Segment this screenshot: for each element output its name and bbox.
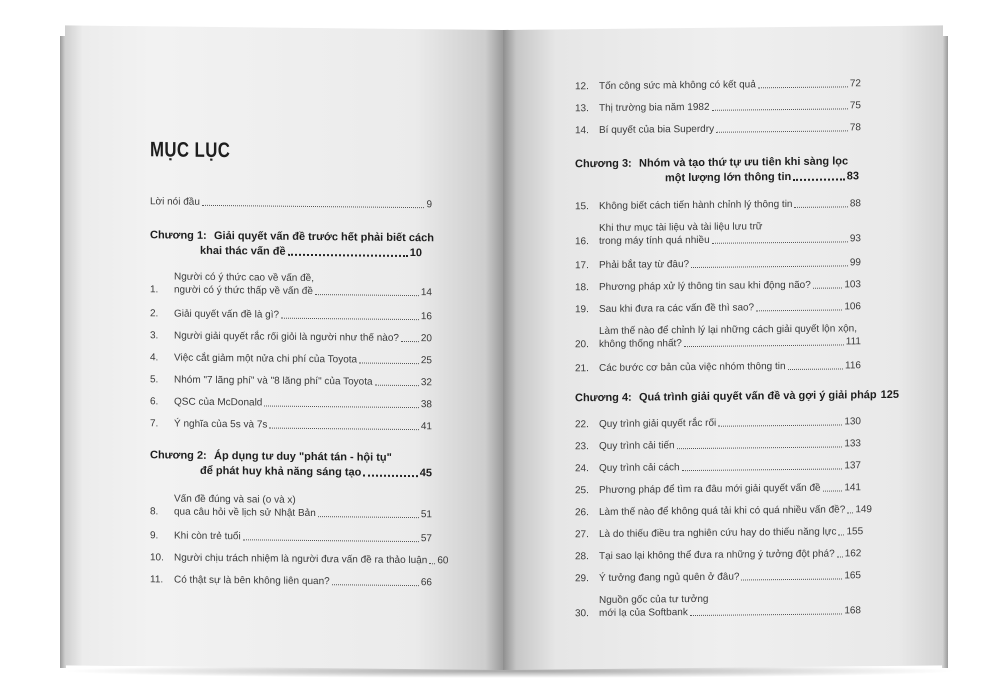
entry-text: Quy trình cải cách — [599, 462, 680, 474]
entry-text: QSC của McDonald — [174, 396, 263, 409]
chapter-heading-3 — [575, 154, 859, 187]
entry-number: 8. — [150, 506, 159, 518]
toc-entry — [575, 197, 861, 213]
entry-page: 162 — [844, 548, 862, 560]
entry-page: 133 — [844, 438, 861, 450]
right-page — [503, 25, 943, 670]
entry-number: 10. — [150, 552, 164, 564]
chapter-label: Chương 4: — [575, 391, 632, 405]
toc-entry — [150, 551, 449, 567]
chapter-title-line2: khai thác vấn đề — [200, 244, 286, 258]
entry-text: Tại sao lại không thể đưa ra những ý tưởng đột phá? — [599, 548, 835, 562]
entry-text: Nhóm "7 lãng phí" và "8 lãng phí" của Toyota — [174, 374, 373, 388]
entry-text-line1: Làm thế nào để chỉnh lý lại những cách giải quyết lộn xộn, — [599, 323, 857, 337]
entry-text: Quy trình cải tiến — [599, 440, 675, 452]
entry-page: 137 — [844, 460, 861, 472]
entry-page: 75 — [849, 100, 861, 112]
toc-entry — [575, 219, 861, 248]
entry-page: 16 — [420, 311, 432, 323]
toc-entry — [575, 99, 861, 115]
entry-page: 41 — [420, 421, 432, 433]
toc-entry — [575, 481, 861, 497]
entry-page: 116 — [845, 360, 861, 372]
entry-number: 12. — [575, 81, 589, 93]
toc-entry-intro — [150, 195, 432, 211]
entry-number: 19. — [575, 304, 589, 316]
entry-number: 3. — [150, 330, 159, 342]
entry-page: 57 — [420, 533, 432, 545]
toc-entry — [575, 278, 861, 294]
entry-text: Khi còn trẻ tuổi — [174, 530, 241, 543]
toc-entry — [150, 351, 432, 367]
entry-page: 165 — [844, 570, 861, 582]
entry-text: Thị trường bia năm 1982 — [599, 101, 710, 114]
entry-number: 17. — [575, 260, 589, 272]
entry-page: 51 — [420, 509, 432, 521]
entry-number: 24. — [575, 463, 589, 475]
entry-text: Không biết cách tiến hành chỉnh lý thông tin — [599, 198, 793, 212]
toc-entry — [150, 492, 432, 521]
entry-number: 7. — [150, 418, 159, 430]
entry-text: Người giải quyết rắc rối giỏi là người như thế nào? — [174, 330, 399, 344]
entry-number: 14. — [575, 125, 589, 137]
entry-page: 32 — [420, 377, 432, 389]
entry-page: 9 — [426, 199, 432, 211]
left-page — [65, 25, 503, 670]
entry-page: 99 — [849, 257, 861, 269]
entry-page: 66 — [420, 577, 432, 589]
entry-page: 60 — [437, 555, 449, 567]
toc-entry — [150, 417, 432, 433]
toc-entry — [575, 359, 861, 375]
entry-number: 13. — [575, 103, 589, 115]
entry-page: 14 — [420, 287, 432, 299]
entry-text: Sau khi đưa ra các vấn đề thì sao? — [599, 302, 755, 315]
entry-number: 9. — [150, 530, 159, 542]
entry-number: 16. — [575, 236, 589, 248]
entry-page: 155 — [846, 526, 864, 538]
entry-text-line1: Vấn đề đúng và sai (o và x) — [174, 493, 296, 506]
toc-entry — [575, 591, 861, 620]
entry-number: 21. — [575, 363, 589, 375]
entry-text-line2: trong máy tính quá nhiều — [599, 234, 710, 247]
entry-text: Các bước cơ bản của việc nhóm thông tin — [599, 361, 786, 374]
entry-page: 130 — [844, 416, 861, 428]
entry-number: 26. — [575, 507, 589, 519]
chapter-heading-4 — [575, 388, 900, 406]
toc-entry — [575, 547, 861, 563]
entry-number: 20. — [575, 339, 589, 351]
entry-number: 18. — [575, 282, 589, 294]
chapter-page: 45 — [419, 467, 432, 480]
chapter-page: 125 — [880, 388, 900, 402]
entry-number: 6. — [150, 396, 159, 408]
entry-number: 15. — [575, 201, 589, 213]
entry-page: 88 — [849, 198, 861, 210]
entry-text: Phương pháp để tìm ra đâu mới giải quyết vấn đề — [599, 482, 821, 496]
toc-entry — [575, 77, 861, 93]
toc-entry — [575, 503, 872, 519]
chapter-heading-2 — [150, 448, 432, 481]
entry-page: 78 — [849, 122, 861, 134]
entry-number: 28. — [575, 551, 589, 563]
entry-text-line1: Nguồn gốc của tư tưởng — [599, 593, 709, 606]
toc-entry — [575, 459, 861, 475]
entry-text: Phương pháp xử lý thông tin sau khi động não? — [599, 279, 811, 293]
entry-text: Có thật sự là bên không liên quan? — [174, 574, 330, 588]
page-title: MỤC LỤC — [150, 138, 231, 163]
entry-number: 1. — [150, 284, 159, 296]
toc-entry — [575, 525, 864, 541]
entry-text-line2: không thống nhất? — [599, 338, 682, 350]
entry-number: 23. — [575, 441, 589, 453]
entry-page: 111 — [845, 336, 861, 348]
entry-page: 103 — [844, 279, 861, 291]
entry-page: 141 — [844, 482, 861, 494]
entry-text: Là do thiếu điều tra nghiên cứu hay do thiếu năng lực — [599, 526, 837, 540]
chapter-title-line1: Giải quyết vấn đề trước hết phải biết cách — [214, 229, 434, 245]
toc-entry — [575, 300, 861, 316]
chapter-label: Chương 1: — [150, 229, 207, 242]
toc-entry — [150, 395, 432, 411]
entry-text: Ý nghĩa của 5s và 7s — [174, 418, 268, 431]
entry-text: Bí quyết của bia Superdry — [599, 123, 715, 136]
chapter-title-line1: Áp dụng tư duy "phát tán - hội tụ" — [214, 449, 392, 464]
chapter-title-line2: một lượng lớn thông tin — [665, 170, 792, 185]
entry-number: 2. — [150, 308, 159, 320]
entry-page: 168 — [844, 605, 861, 617]
entry-text-line1: Khi thư mục tài liệu và tài liệu lưu trữ — [599, 221, 763, 234]
entry-text: Người chịu trách nhiệm là người đưa vấn đề ra thảo luận — [174, 552, 428, 567]
entry-number: 11. — [150, 574, 164, 586]
toc-entry — [150, 373, 432, 389]
chapter-title-line1: Nhóm và tạo thứ tự ưu tiên khi sàng lọc — [639, 155, 849, 170]
toc-entry — [150, 529, 432, 545]
entry-text-line1: Người có ý thức cao về vấn đề, — [174, 271, 315, 285]
toc-entry — [150, 307, 432, 323]
entry-text: Giải quyết vấn đề là gì? — [174, 308, 280, 321]
chapter-title-line1: Quá trình giải quyết vấn đề và gợi ý giải pháp — [639, 389, 877, 404]
entry-page: 25 — [420, 355, 432, 367]
toc-entry — [575, 437, 861, 453]
chapter-heading-1 — [150, 228, 434, 261]
entry-number: 4. — [150, 352, 159, 364]
entry-number: 25. — [575, 485, 589, 497]
toc-entry — [575, 121, 861, 137]
entry-page: 93 — [849, 233, 861, 245]
entry-number: 29. — [575, 573, 589, 585]
entry-text: Tốn công sức mà không có kết quả — [599, 79, 756, 92]
chapter-label: Chương 3: — [575, 157, 632, 171]
entry-page: 20 — [420, 333, 432, 345]
chapter-page: 83 — [846, 170, 859, 183]
entry-number: 27. — [575, 529, 589, 541]
entry-text-line2: người có ý thức thấp về vấn đề — [174, 284, 313, 298]
toc-entry — [150, 270, 432, 299]
entry-text-line2: qua câu hỏi về lịch sử Nhật Bản — [174, 506, 316, 520]
entry-text: Làm thế nào để không quá tải khi có quá nhiều vấn đề? — [599, 504, 846, 518]
entry-number: 22. — [575, 419, 589, 431]
entry-number: 30. — [575, 608, 589, 620]
toc-entry — [575, 569, 861, 585]
entry-text: Ý tưởng đang ngủ quên ở đâu? — [599, 571, 740, 584]
chapter-page: 10 — [409, 247, 422, 260]
chapter-label: Chương 2: — [150, 449, 207, 462]
entry-text-line2: mới lạ của Softbank — [599, 607, 688, 619]
entry-text: Lời nói đầu — [150, 196, 200, 208]
toc-entry — [575, 256, 861, 272]
chapter-title-line2: để phát huy khả năng sáng tạo — [200, 464, 362, 479]
entry-text: Phải bắt tay từ đâu? — [599, 259, 690, 271]
entry-text: Quy trình giải quyết rắc rối — [599, 417, 717, 430]
toc-entry — [150, 329, 432, 345]
toc-entry — [150, 573, 432, 589]
entry-text: Việc cắt giảm một nửa chi phí của Toyota — [174, 352, 358, 366]
entry-page: 106 — [844, 301, 861, 313]
entry-page: 149 — [855, 504, 872, 516]
entry-page: 72 — [849, 78, 861, 90]
entry-page: 38 — [420, 399, 432, 411]
toc-entry — [575, 322, 861, 351]
entry-number: 5. — [150, 374, 159, 386]
toc-entry — [575, 415, 861, 431]
